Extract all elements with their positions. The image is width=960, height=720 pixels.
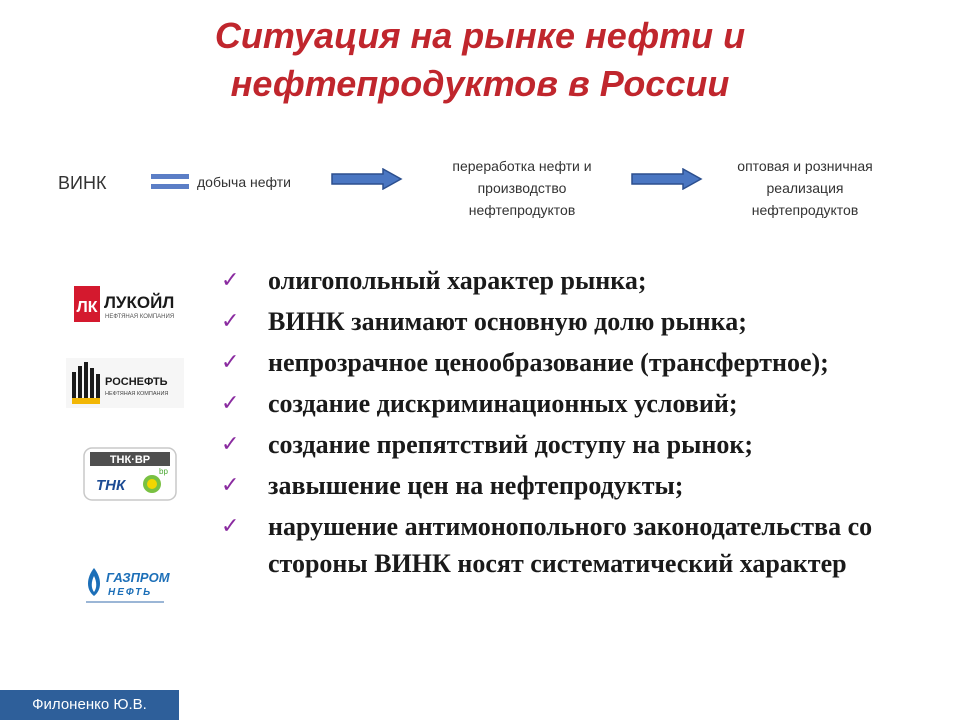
rosneft-name: РОСНЕФТЬ xyxy=(105,376,168,388)
title-line-1: Ситуация на рынке нефти и xyxy=(214,15,746,56)
equals-icon xyxy=(151,173,189,191)
extraction-label: добыча нефти xyxy=(197,174,291,190)
refining-line-3: нефтепродуктов xyxy=(468,202,576,218)
retail-line-1: оптовая и розничная xyxy=(737,158,873,174)
check-icon: ✓ xyxy=(221,309,240,334)
lukoil-logo xyxy=(72,284,184,326)
tnkbp-mark: ТНК xyxy=(96,477,126,494)
check-icon: ✓ xyxy=(221,432,240,457)
retail-line-2: реализация xyxy=(766,180,844,196)
check-icon: ✓ xyxy=(221,268,240,293)
lukoil-subtitle: НЕФТЯНАЯ КОМПАНИЯ xyxy=(105,314,175,320)
bullet-text: олигопольный характер рынка; xyxy=(268,266,647,295)
gazprom-logo xyxy=(80,560,170,608)
retail-line-3: нефтепродуктов xyxy=(751,202,859,218)
bullet-text: завышение цен на нефтепродукты; xyxy=(268,471,684,500)
rosneft-subtitle: НЕФТЯНАЯ КОМПАНИЯ xyxy=(105,391,169,397)
tnkbp-bp: bp xyxy=(159,467,168,476)
refining-line-2: производство xyxy=(477,180,567,196)
bullet-text: создание дискриминационных условий; xyxy=(268,389,738,418)
refining-label xyxy=(412,155,632,221)
refining-line-1: переработка нефти и xyxy=(452,158,592,174)
bullet-text: создание препятствий доступу на рынок; xyxy=(268,430,754,459)
tnkbp-logo xyxy=(78,446,180,504)
list-item xyxy=(213,303,913,340)
rosneft-logo xyxy=(66,358,184,408)
bullet-text: непрозрачное ценообразование (трансфертное); xyxy=(268,348,829,377)
slide-title xyxy=(0,12,960,108)
tnkbp-name: ТНК·ВР xyxy=(109,454,151,466)
lukoil-mark: ЛК xyxy=(76,299,98,316)
lukoil-name: ЛУКОЙЛ xyxy=(104,293,175,312)
list-item xyxy=(213,344,913,381)
check-icon: ✓ xyxy=(221,514,240,539)
list-item xyxy=(213,262,913,299)
list-item xyxy=(213,385,913,422)
arrow-right-icon xyxy=(631,168,703,190)
gazprom-name: ГАЗПРОМ xyxy=(106,570,170,585)
list-item xyxy=(213,426,913,463)
gazprom-subtitle: НЕФТЬ xyxy=(108,587,153,598)
bullet-text: нарушение антимонопольного законодательства со стороны ВИНК носят систематический характер xyxy=(268,512,873,578)
check-icon: ✓ xyxy=(221,350,240,375)
arrow-right-icon xyxy=(331,168,403,190)
list-item xyxy=(213,467,913,504)
retail-label xyxy=(695,155,915,221)
vink-label: ВИНК xyxy=(58,173,107,193)
bullet-text: ВИНК занимают основную долю рынка; xyxy=(268,307,747,336)
title-line-2: нефтепродуктов в России xyxy=(230,63,730,104)
check-icon: ✓ xyxy=(221,473,240,498)
bullet-list xyxy=(213,262,913,586)
check-icon: ✓ xyxy=(221,391,240,416)
list-item xyxy=(213,508,913,582)
author-footer: Филоненко Ю.В. xyxy=(0,690,179,720)
